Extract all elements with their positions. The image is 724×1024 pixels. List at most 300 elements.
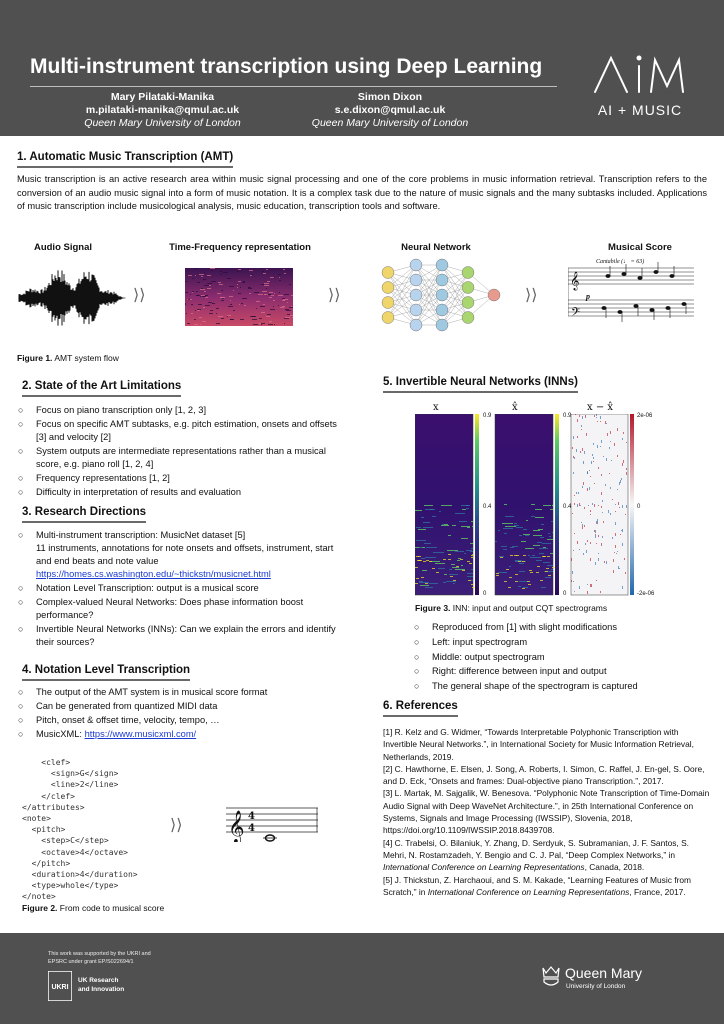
difference-texel	[594, 504, 595, 507]
spectrogram-texel	[432, 516, 436, 517]
spectrogram-texel	[216, 308, 219, 309]
spectrogram-texel	[207, 283, 212, 284]
spectrogram-texel	[195, 310, 196, 311]
spectrogram-texel	[219, 284, 223, 285]
spectrogram-texel	[421, 577, 424, 578]
difference-texel	[581, 429, 582, 430]
spectrogram-texel	[218, 316, 223, 317]
spectrogram-texel	[204, 285, 209, 286]
spectrogram-texel	[200, 324, 201, 325]
spectrogram-texel	[523, 555, 526, 556]
spectrogram-texel	[464, 553, 466, 554]
difference-texel	[590, 584, 591, 587]
spectrogram-texel	[205, 305, 210, 306]
spectrogram-texel	[540, 580, 543, 581]
spectrogram-texel	[453, 580, 456, 581]
spectrogram-texel	[552, 532, 553, 533]
spectrogram-texel	[240, 287, 241, 288]
svg-text:𝄞: 𝄞	[228, 810, 245, 842]
difference-texel	[592, 454, 593, 456]
spectrogram-texel	[282, 300, 285, 301]
spectrogram-texel	[229, 296, 233, 297]
difference-texel	[601, 474, 602, 476]
spectrogram-texel	[242, 298, 247, 299]
spectrogram-texel	[239, 304, 240, 305]
difference-texel	[588, 505, 589, 506]
difference-texel	[579, 586, 580, 589]
aim-logo	[585, 52, 695, 124]
spectrogram-texel	[241, 303, 243, 304]
spectrogram-texel	[443, 582, 446, 583]
spectrogram-texel	[461, 526, 470, 527]
difference-texel	[621, 530, 622, 531]
nn-node	[436, 274, 448, 286]
spectrogram-texel	[506, 569, 509, 570]
spectrogram-texel	[501, 546, 507, 547]
spectrogram-texel	[264, 294, 266, 295]
spectrogram-texel	[471, 555, 474, 556]
section-1-heading: 1. Automatic Music Transcription (AMT)	[17, 151, 233, 168]
svg-text:𝄢: 𝄢	[571, 306, 581, 322]
spectrogram-texel	[216, 323, 220, 324]
spectrogram-texel	[518, 586, 521, 587]
spectrogram-texel	[528, 584, 531, 585]
spectrogram-texel	[261, 284, 264, 285]
score-note	[622, 272, 626, 275]
spectrogram-texel	[422, 547, 425, 548]
difference-texel	[622, 505, 623, 508]
spectrogram-texel	[519, 563, 524, 564]
spectrogram-texel	[259, 318, 262, 319]
spectrogram-texel	[196, 291, 198, 292]
cb2-tick-mid: 0.4	[563, 504, 572, 510]
list-item: ○ Middle: output spectrogram	[414, 651, 545, 662]
spectrogram-texel	[283, 299, 288, 300]
nn-node	[410, 304, 422, 316]
poster-title: Multi-instrument transcription using Deep Learning	[30, 55, 543, 78]
author-email: s.e.dixon@qmul.ac.uk	[334, 104, 446, 116]
spectrogram-texel	[423, 527, 433, 528]
spectrogram-texel	[199, 317, 202, 318]
difference-texel	[573, 472, 574, 474]
difference-texel	[600, 416, 601, 419]
chevron-right-icon: ⟩⟩	[328, 287, 341, 304]
spectrogram-texel	[435, 563, 445, 564]
difference-texel	[614, 552, 615, 553]
difference-texel	[613, 570, 614, 573]
cb1-tick-mid: 0.4	[483, 504, 492, 510]
spectrogram-texel	[439, 511, 441, 512]
difference-texel	[571, 558, 572, 561]
spectrogram-texel	[429, 561, 432, 562]
nn-node	[410, 259, 422, 271]
spectrogram-texel	[192, 292, 193, 293]
list-item: ○ Complex-valued Neural Networks: Does phase information boost performance?	[18, 597, 304, 620]
spectrogram-texel	[185, 281, 190, 282]
cb2-tick-bottom: 0	[563, 591, 567, 597]
difference-texel	[609, 473, 610, 474]
spectrogram-texel	[461, 538, 468, 539]
difference-texel	[571, 580, 572, 582]
difference-texel	[581, 522, 582, 523]
difference-texel	[622, 438, 623, 440]
difference-texel	[597, 421, 598, 422]
difference-texel	[590, 514, 591, 515]
header-band	[0, 0, 724, 136]
difference-texel	[596, 521, 597, 524]
spectrogram-texel	[542, 543, 551, 544]
difference-texel	[605, 484, 606, 486]
spectrogram-texel	[460, 559, 463, 560]
difference-texel	[616, 553, 617, 554]
spectrogram-texel	[500, 557, 503, 558]
difference-texel	[594, 483, 595, 484]
spectrogram-texel	[516, 527, 523, 528]
spectrogram-texel	[269, 294, 271, 295]
musicnet-link[interactable]: https://homes.cs.washington.edu/~thickstn/musicnet.html	[36, 569, 271, 579]
figure-1-label: Figure 1.	[17, 353, 53, 363]
spectrogram-texel	[525, 535, 529, 536]
queen-mary-name: Queen Mary	[565, 965, 643, 981]
spectrogram-texel	[216, 313, 217, 314]
flow-label-audio: Audio Signal	[33, 242, 93, 253]
difference-texel	[617, 428, 618, 431]
reference-item: [4] C. Trabelsi, O. Bilaniuk, Y. Zhang, D. Serdyuk, S. Subramanian, J. F. Santos, S. Mehri, N. Rostamzadeh, Y. Bengio and C. J. Pal, “Deep Complex Networks,” in International Conference on Learning Representations, Canada, 2018.	[383, 837, 689, 873]
spectrogram-texel	[200, 289, 205, 290]
spectrogram-texel	[192, 291, 194, 292]
difference-texel	[580, 505, 581, 506]
difference-texel	[606, 423, 607, 424]
spectrogram-texel	[266, 269, 268, 270]
difference-texel	[596, 580, 597, 581]
neural-network-diagram	[378, 256, 506, 334]
spectrogram-texel	[452, 567, 459, 568]
difference-texel	[572, 447, 573, 449]
difference-texel	[590, 510, 591, 512]
spectrogram-texel	[425, 587, 433, 588]
difference-texel	[573, 550, 574, 551]
spectrogram-texel	[200, 296, 201, 297]
spectrogram-texel	[531, 516, 535, 517]
difference-texel	[621, 478, 622, 480]
spectrogram-texel	[283, 269, 285, 270]
spectrogram-texel	[242, 282, 245, 283]
section-2-heading: 2. State of the Art Limitations	[22, 380, 181, 397]
spectrogram-texel	[267, 281, 270, 282]
spectrogram-texel	[253, 324, 258, 325]
spectrogram-texel	[284, 323, 285, 324]
spectrogram-texel	[432, 568, 435, 569]
spectrogram-texel	[207, 275, 211, 276]
spectrogram-texel	[280, 307, 284, 308]
author-2	[290, 91, 490, 130]
spectrogram-texel	[514, 523, 517, 524]
spectrogram-texel	[188, 275, 192, 276]
list-item: ○ The general shape of the spectrogram is captured	[414, 681, 638, 692]
difference-texel	[622, 463, 623, 466]
spectrogram-texel	[535, 509, 542, 510]
spectrogram-texel	[415, 567, 418, 568]
spectrogram-texel	[521, 541, 526, 542]
difference-texel	[606, 561, 607, 564]
difference-texel	[594, 415, 595, 417]
difference-texel	[590, 558, 591, 561]
difference-texel	[592, 503, 593, 505]
spectrogram-texel	[261, 324, 262, 325]
spectrogram-texel	[271, 295, 274, 296]
difference-texel	[597, 519, 598, 522]
section-3-list	[18, 529, 348, 650]
spectrogram-texel	[444, 524, 448, 525]
spectrogram-texel	[199, 274, 204, 275]
spectrogram-texel	[510, 555, 513, 556]
spectrogram-texel	[419, 581, 423, 582]
spectrogram-texel	[515, 574, 518, 575]
list-item: ○ Notation Level Transcription: output is a musical score	[18, 583, 259, 593]
spectrogram-texel	[284, 273, 286, 274]
difference-texel	[577, 504, 578, 507]
difference-texel	[593, 443, 594, 445]
spectrogram-texel	[548, 533, 550, 534]
difference-texel	[577, 541, 578, 544]
list-item: ○ Focus on piano transcription only [1, 2, 3]	[18, 405, 207, 415]
difference-texel	[589, 470, 590, 471]
score-note	[638, 276, 642, 279]
spectrogram-texel	[516, 555, 519, 556]
spectrogram-texel	[543, 562, 550, 563]
spectrogram-texel	[441, 505, 452, 506]
spectrogram-texel	[221, 318, 224, 319]
spectrogram-texel	[523, 534, 530, 535]
difference-texel	[615, 533, 616, 536]
spectrogram-texel	[229, 286, 234, 287]
spectrogram-texel	[446, 581, 456, 582]
spectrogram-texel	[274, 293, 275, 294]
spectrogram-texel	[267, 314, 271, 315]
difference-texel	[572, 571, 573, 574]
spectrogram-texel	[195, 268, 198, 269]
score-dynamic-text: p	[586, 292, 590, 301]
difference-texel	[611, 460, 612, 461]
spectrogram-texel	[509, 566, 511, 567]
difference-texel	[610, 513, 611, 515]
spectrogram-texel	[503, 549, 507, 550]
spectrogram-texel	[538, 529, 543, 530]
score-tempo-text: Cantabile (♩ = 63)	[596, 259, 645, 265]
spectrogram-texel	[205, 297, 208, 298]
difference-texel	[578, 492, 579, 494]
spectrogram-texel	[201, 288, 203, 289]
score-note	[606, 274, 610, 277]
queen-mary-subtitle: University of London	[566, 983, 626, 990]
difference-texel	[614, 443, 615, 446]
spectrogram-texel	[262, 271, 264, 272]
figure-3-caption	[415, 603, 607, 613]
spectrogram-texel	[287, 314, 290, 315]
list-item: ○ Pitch, onset & offset time, velocity, tempo, …	[18, 715, 220, 725]
spectrogram-texel	[525, 548, 534, 549]
difference-texel	[610, 487, 611, 489]
spectrogram-texel	[551, 521, 553, 522]
difference-texel	[622, 586, 623, 589]
spectrogram-texel	[282, 298, 285, 299]
spectrogram-texel	[261, 268, 263, 269]
spectrogram-texel	[527, 581, 530, 582]
spectrogram-texel	[266, 316, 270, 317]
difference-texel	[615, 522, 616, 525]
spectrogram-texel	[212, 303, 213, 304]
musicnet-description: 11 instruments, annotations for note onsets and offsets, instrument, start and end beats and note value	[36, 543, 334, 566]
nn-node	[382, 297, 394, 309]
difference-texel	[598, 535, 599, 537]
spectrogram-texel	[467, 561, 470, 562]
spectrogram-texel	[470, 551, 473, 552]
difference-texel	[582, 416, 583, 419]
spectrogram-texel	[250, 275, 252, 276]
difference-texel	[610, 441, 611, 442]
difference-texel	[606, 458, 607, 461]
difference-texel	[596, 543, 597, 544]
difference-texel	[589, 487, 590, 490]
spectrogram-texel	[467, 527, 470, 528]
reference-item: [2] C. Hawthorne, E. Elsen, J. Song, A. Roberts, I. Simon, C. Raffel, J. En-gel, S. Oore, and D. Eck, “Onsets and frames: Dual-objective piano Transcription.”, 2017.	[383, 763, 705, 787]
spectrogram-texel	[419, 560, 422, 561]
spectrogram-texel	[289, 284, 291, 285]
spectrogram-texel	[530, 557, 541, 558]
list-item: ○ Focus on specific AMT subtasks, e.g. pitch estimation, onsets and offsets [3] and velocity [2]	[18, 419, 337, 442]
difference-texel	[593, 457, 594, 459]
spectrogram-texel	[504, 504, 507, 505]
nn-node	[382, 312, 394, 324]
difference-texel	[595, 535, 596, 538]
difference-texel	[609, 447, 610, 449]
spectrogram-texel	[447, 550, 458, 551]
difference-texel	[587, 488, 588, 491]
musicxml-link[interactable]: https://www.musicxml.com/	[84, 729, 197, 739]
difference-texel	[598, 467, 599, 469]
svg-text:4: 4	[248, 823, 255, 834]
panel-title-diff: x − x̂	[587, 402, 614, 413]
nn-node	[462, 267, 474, 279]
difference-texel	[598, 505, 599, 506]
spectrogram-texel	[244, 305, 246, 306]
nn-node	[410, 319, 422, 331]
spectrogram-texel	[436, 572, 439, 573]
spectrogram-texel	[467, 576, 473, 577]
spectrogram-texel	[233, 290, 234, 291]
cb3-tick-bottom: -2e-06	[637, 591, 655, 597]
figure-3-text: INN: input and output CQT spectrograms	[450, 603, 608, 613]
spectrogram-texel	[496, 575, 499, 576]
spectrogram-texel	[292, 317, 293, 318]
spectrogram-texel	[261, 323, 265, 324]
spectrogram-texel	[203, 296, 206, 297]
spectrogram-texel	[291, 306, 292, 307]
spectrogram-texel	[227, 315, 231, 316]
spectrogram-texel	[536, 572, 539, 573]
difference-texel	[600, 446, 601, 447]
spectrogram-texel	[543, 505, 551, 506]
difference-texel	[618, 502, 619, 505]
spectrogram-texel	[543, 547, 546, 548]
spectrogram-texel	[504, 581, 507, 582]
spectrogram-texel	[448, 535, 451, 536]
spectrogram-texel	[208, 302, 212, 303]
figure-2-text: From code to musical score	[57, 903, 165, 913]
spectrogram-texel	[468, 580, 471, 581]
spectrogram-texel	[552, 567, 555, 568]
svg-text:𝄞: 𝄞	[570, 271, 580, 290]
difference-texel	[622, 529, 623, 532]
list-item: ○ Can be generated from quantized MIDI data	[18, 701, 218, 711]
spectrogram-texel	[512, 546, 518, 547]
spectrogram-texel	[472, 554, 473, 555]
spectrogram-texel	[519, 581, 528, 582]
difference-texel	[622, 543, 623, 546]
spectrogram-texel	[443, 559, 446, 560]
list-item: ○ System outputs are intermediate representations rather than a musical score, e.g. piano roll [1, 2, 4]	[18, 446, 326, 469]
spectrogram-texel	[238, 269, 241, 270]
difference-texel	[625, 514, 626, 515]
panel-title-xhat: x̂	[512, 402, 518, 413]
figure-1-caption	[17, 353, 119, 363]
spectrogram-texel	[185, 304, 186, 305]
nn-node	[436, 289, 448, 301]
spectrogram-texel	[190, 294, 191, 295]
difference-texel	[585, 543, 586, 545]
difference-texel	[586, 550, 587, 553]
spectrogram-texel	[453, 583, 455, 584]
spectrogram-texel	[552, 505, 553, 506]
audio-waveform	[18, 262, 128, 334]
spectrogram-texel	[496, 573, 499, 574]
spectrogram-texel	[422, 570, 427, 571]
difference-texel	[583, 553, 584, 555]
spectrogram-texel	[442, 524, 444, 525]
difference-texel	[601, 440, 602, 443]
spectrogram-texel	[423, 561, 426, 562]
spectrogram-texel	[279, 280, 281, 281]
spectrogram-texel	[471, 584, 474, 585]
difference-texel	[615, 511, 616, 512]
difference-texel	[587, 584, 588, 585]
spectrogram-texel	[424, 543, 431, 544]
difference-texel	[574, 503, 575, 505]
spectrogram-texel	[185, 292, 188, 293]
difference-texel	[626, 468, 627, 470]
difference-texel	[587, 540, 588, 542]
reference-item: [3] L. Martak, M. Sajgalik, W. Benesova. “Polyphonic Note Transcription of Time-Domain Audio Signal with Deep WaveNet Architecture.”, in 25th International Conference on Systems, Signals and Image Processing (IWSSIP), Slovenia, 2018, https://doi.org/10.1109/IWSSIP.2018.8439708.	[383, 788, 710, 836]
spectrogram-texel	[204, 272, 205, 273]
cb1-tick-bottom: 0	[483, 591, 487, 597]
svg-text:4: 4	[248, 811, 255, 822]
queen-mary-crest-icon	[540, 964, 562, 988]
spectrogram-texel	[458, 558, 461, 559]
difference-texel	[583, 482, 584, 485]
spectrogram-texel	[519, 571, 525, 572]
spectrogram-texel	[545, 571, 548, 572]
spectrogram-texel	[461, 565, 463, 566]
section-6-heading: 6. References	[383, 700, 458, 717]
spectrogram-texel	[278, 305, 279, 306]
spectrogram-texel	[197, 309, 201, 310]
difference-texel	[576, 492, 577, 494]
spectrogram-texel	[532, 555, 535, 556]
difference-texel	[582, 486, 583, 488]
spectrogram-texel	[438, 568, 445, 569]
spectrogram-texel	[220, 297, 225, 298]
list-item: ○ Reproduced from [1] with slight modifications	[414, 622, 617, 632]
